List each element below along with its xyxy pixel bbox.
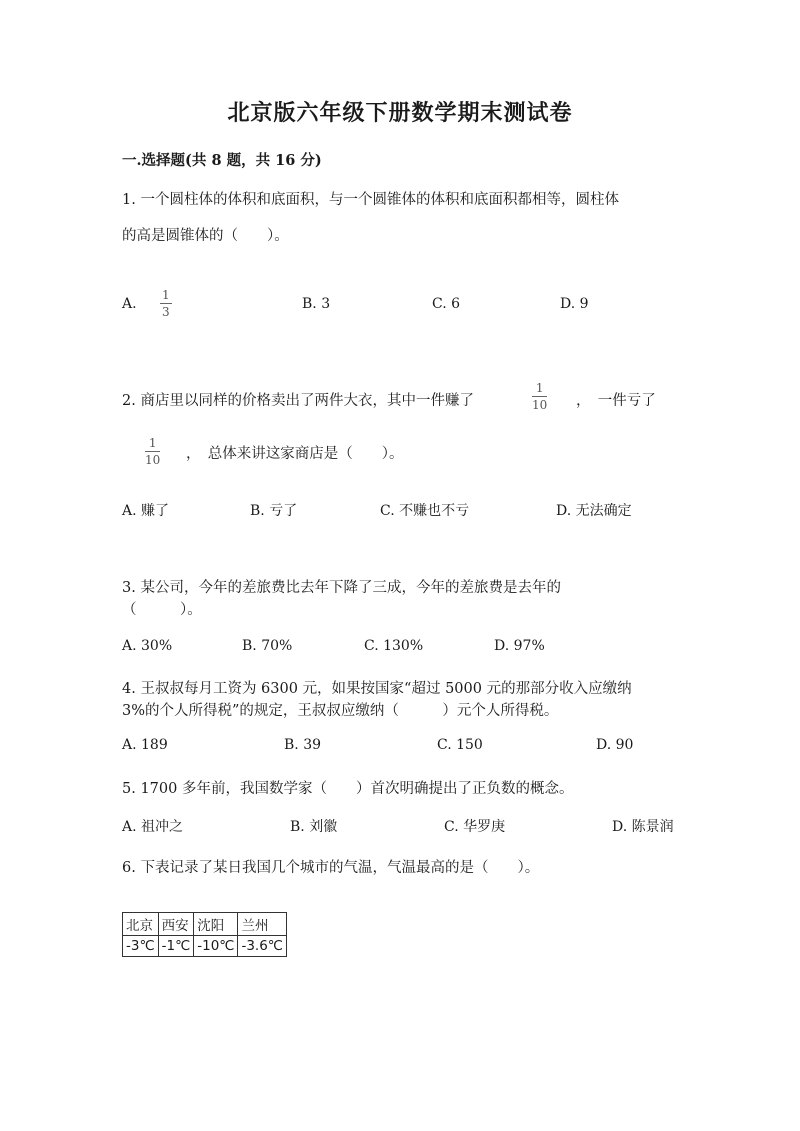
question-3-option-c: C. 130% (364, 638, 424, 654)
question-1-option-a-label: A. (122, 296, 137, 312)
table-cell-city: 兰州 (238, 913, 287, 936)
table-cell-temp: -3.6℃ (238, 936, 287, 957)
question-5-option-a: A. 祖冲之 (122, 819, 184, 835)
fraction-denominator: 3 (162, 305, 170, 319)
table-cell-temp: -10℃ (194, 936, 238, 957)
question-3-option-a: A. 30% (122, 638, 173, 654)
section-heading: 一.选择题(共 8 题，共 16 分) (122, 152, 322, 169)
question-2-option-b: B. 亏了 (250, 503, 298, 519)
question-1-option-b: B. 3 (302, 296, 331, 312)
question-3-line-1: 3. 某公司，今年的差旅费比去年下降了三成，今年的差旅费是去年的 (122, 580, 561, 596)
temperature-table (122, 912, 287, 957)
question-2-fraction-2 (145, 437, 160, 466)
question-3-option-d: D. 97% (494, 638, 545, 654)
question-4-option-d: D. 90 (596, 737, 634, 753)
table-cell-city: 北京 (123, 913, 159, 936)
page-title: 北京版六年级下册数学期末测试卷 (227, 100, 573, 126)
table-cell-temp: -3℃ (123, 936, 159, 957)
table-row (123, 936, 287, 957)
question-5-line-1: 5. 1700 多年前，我国数学家（ ）首次明确提出了正负数的概念。 (122, 781, 574, 797)
question-1-line-2: 的高是圆锥体的（ ）。 (122, 228, 289, 244)
question-5-option-b: B. 刘徽 (290, 819, 338, 835)
question-6-line-1: 6. 下表记录了某日我国几个城市的气温，气温最高的是（ ）。 (122, 860, 540, 876)
question-3-line-2: （ ）。 (122, 602, 202, 618)
table-cell-city: 沈阳 (194, 913, 238, 936)
question-2-line-1: 2. 商店里以同样的价格卖出了两件大衣，其中一件赚了 (122, 393, 474, 409)
fraction-denominator: 10 (532, 398, 548, 412)
question-2-option-c: C. 不赚也不亏 (380, 503, 470, 519)
table-cell-city: 西安 (158, 913, 194, 936)
question-4-option-a: A. 189 (122, 737, 168, 753)
question-5-option-c: C. 华罗庚 (444, 819, 506, 835)
fraction-denominator: 10 (145, 453, 161, 467)
fraction-numerator: 1 (535, 381, 544, 395)
question-2-line-2: ， 总体来讲这家商店是（ ）。 (186, 446, 404, 462)
question-4-line-2: 3%的个人所得税”的规定，王叔叔应缴纳（ ）元个人所得税。 (122, 703, 559, 719)
question-4-option-b: B. 39 (284, 737, 322, 753)
question-1-option-d: D. 9 (560, 296, 589, 312)
question-4-line-1: 4. 王叔叔每月工资为 6300 元，如果按国家“超过 5000 元的那部分收入应缴纳 (122, 681, 632, 697)
question-2-option-d: D. 无法确定 (556, 503, 632, 519)
question-2-option-a: A. 赚了 (122, 503, 170, 519)
question-1-option-a-fraction (160, 289, 172, 318)
table-cell-temp: -1℃ (158, 936, 194, 957)
question-5-option-d: D. 陈景润 (612, 819, 674, 835)
fraction-numerator: 1 (162, 288, 170, 302)
question-4-option-c: C. 150 (437, 737, 483, 753)
fraction-numerator: 1 (148, 436, 157, 450)
question-2-line-1-tail: ， 一件亏了 (576, 393, 656, 409)
question-2-fraction-1 (532, 382, 547, 411)
table-row (123, 913, 287, 936)
question-1-option-c: C. 6 (432, 296, 461, 312)
question-3-option-b: B. 70% (242, 638, 293, 654)
question-1-line-1: 1. 一个圆柱体的体积和底面积，与一个圆锥体的体积和底面积都相等，圆柱体 (122, 192, 619, 208)
